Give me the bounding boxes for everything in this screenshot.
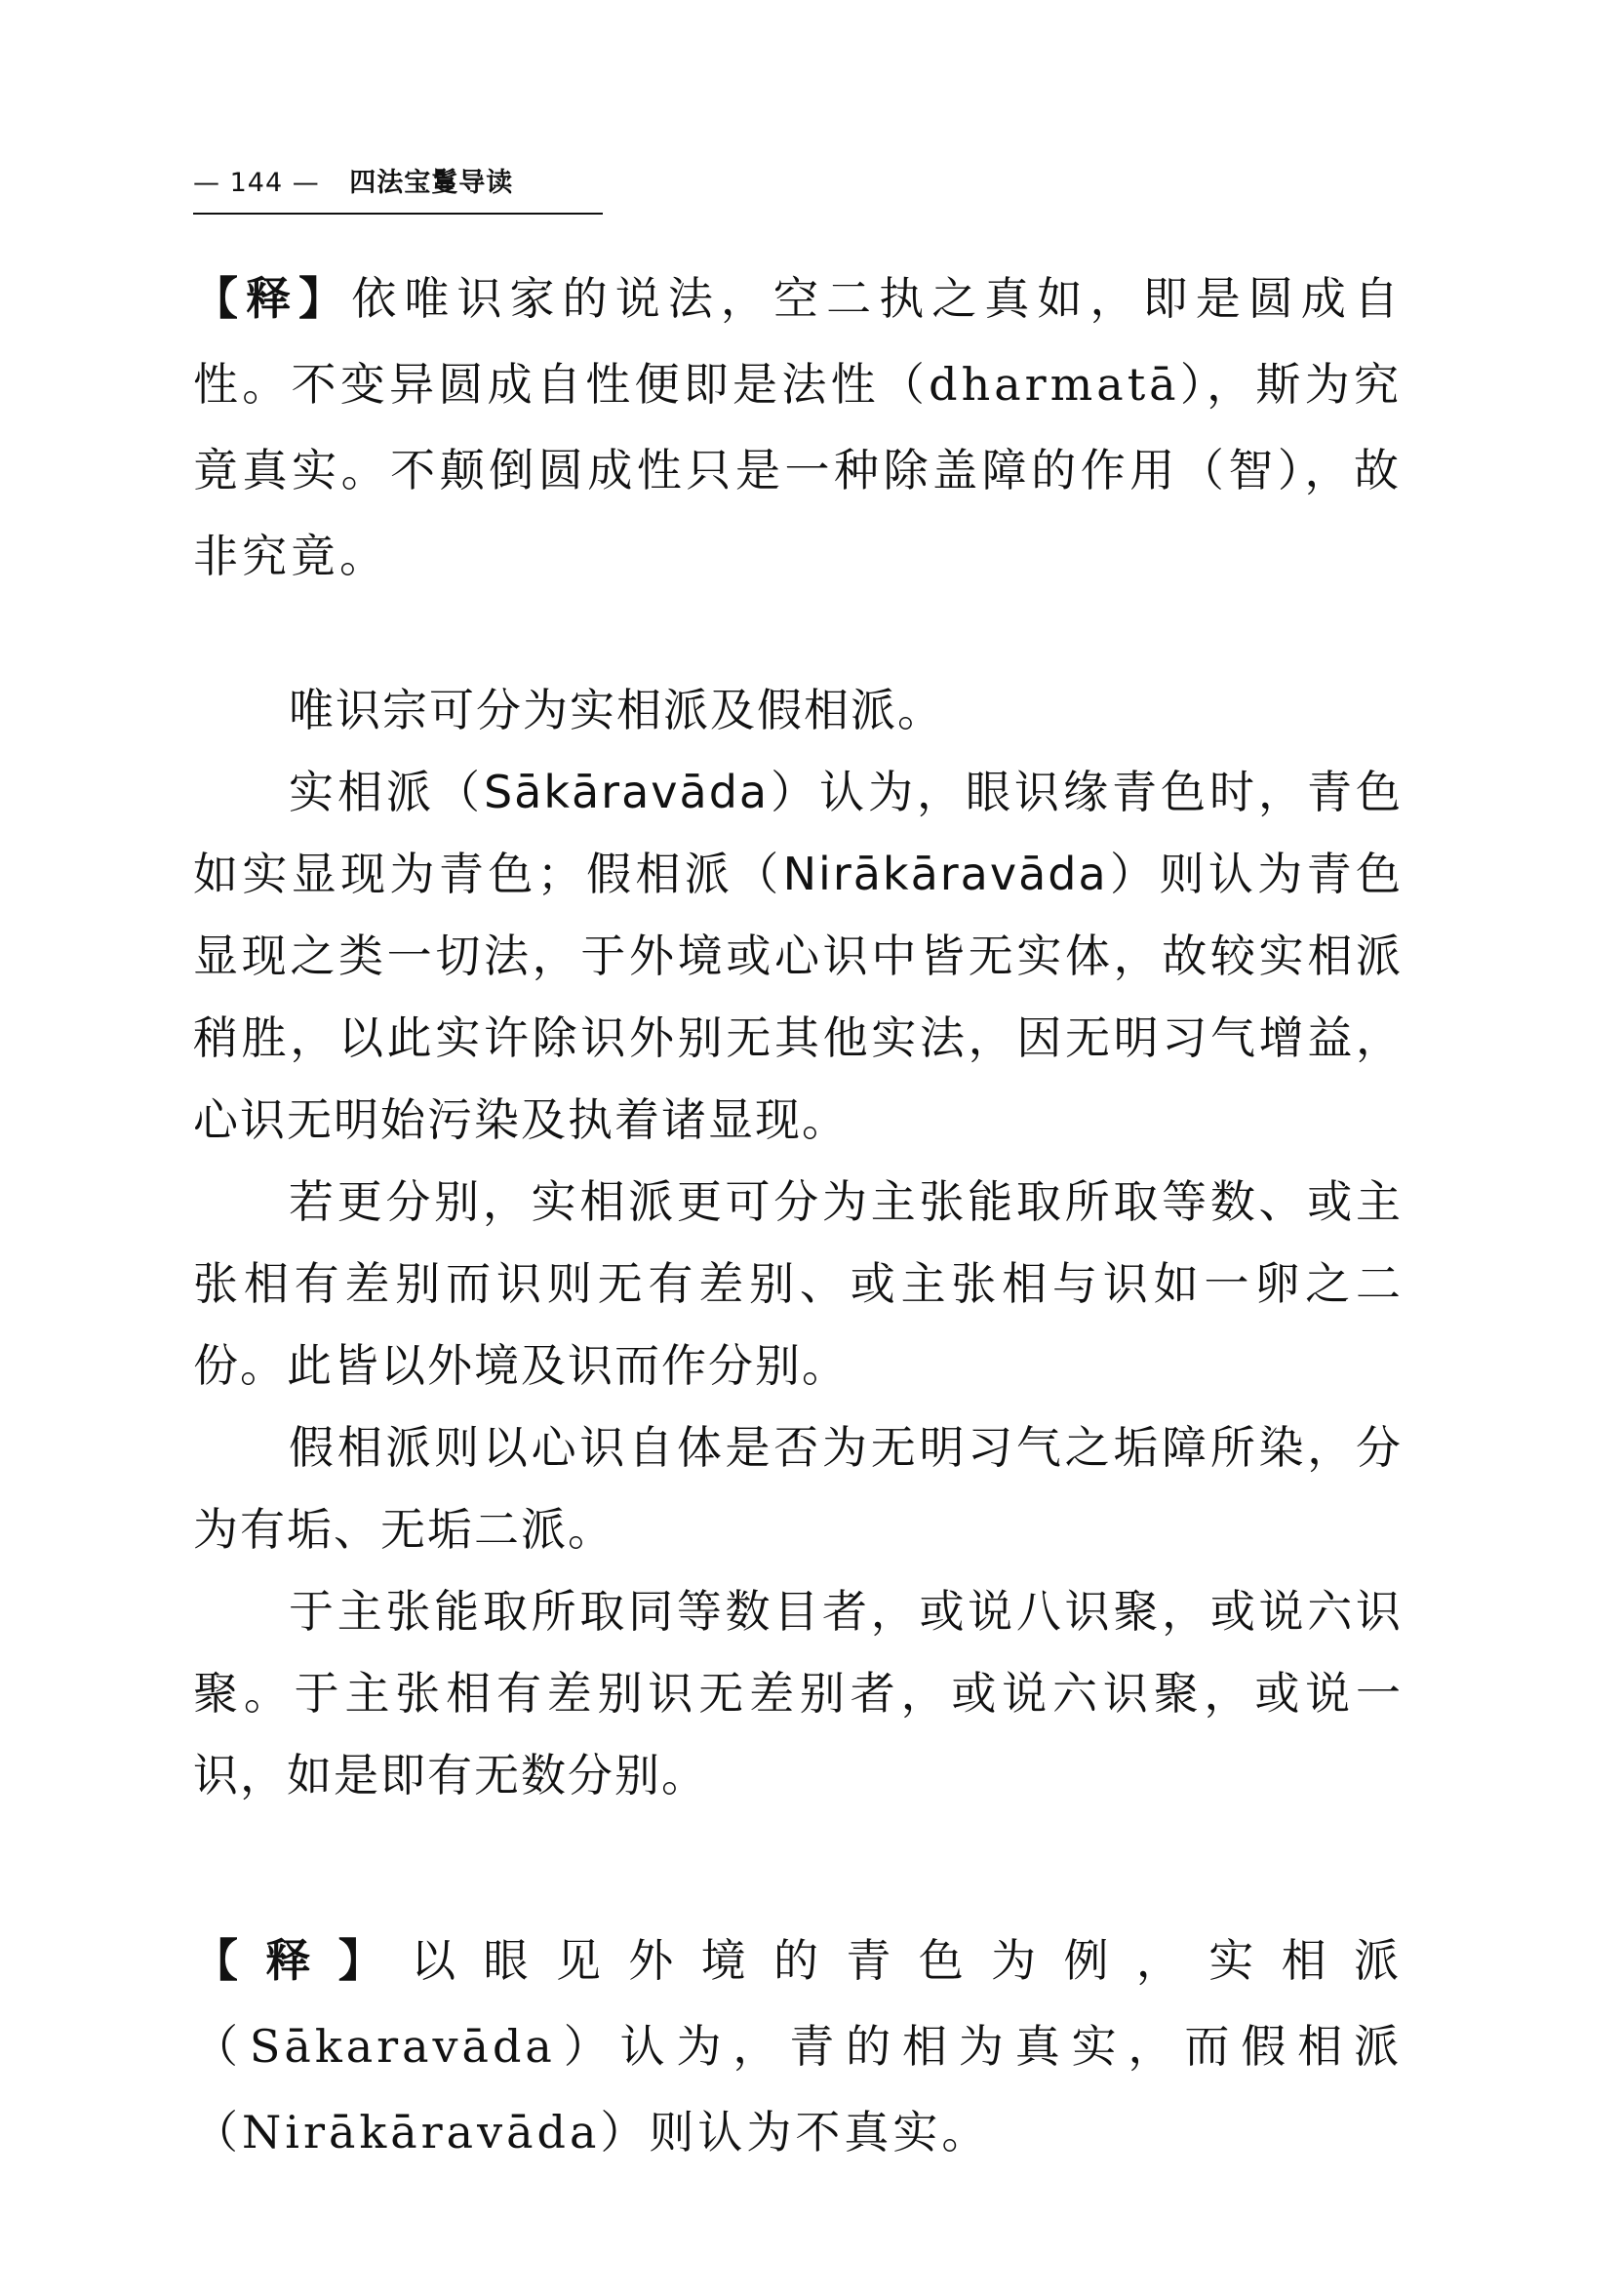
commentary-paragraph-2 (193, 1918, 1403, 2175)
body-paragraph-1: 唯识宗可分为实相派及假相派。 (289, 684, 944, 736)
body-paragraph-2: 实相派（Sākāravāda）认为，眼识缘青色时，青色如实显现为青色；假相派（Nirākāravāda）则认为青色显现之类一切法，于外境或心识中皆无实体，故较实相派稍胜，以此实许除识外别无其他实法，因无明习气增益，心识无明始污染及执着诸显现。 (193, 766, 1403, 1146)
commentary-text: 以眼见外境的青色为例，实相派（Sākaravāda）认为，青的相为真实，而假相派（Nirākāravāda）则认为不真实。 (193, 1934, 1403, 2158)
commentary-tag: 【释】 (193, 1934, 412, 1987)
body-paragraph-5: 于主张能取所取同等数目者，或说八识聚，或说六识聚。于主张相有差别识无差别者，或说六识聚，或说一识，如是即有无数分别。 (193, 1585, 1403, 1801)
body-paragraph-4: 假相派则以心识自体是否为无明习气之垢障所染，分为有垢、无垢二派。 (193, 1421, 1403, 1556)
running-title: 四法宝鬘导读 (349, 168, 514, 198)
commentary-text: 依唯识家的说法，空二执之真如，即是圆成自性。不变异圆成自性便即是法性（dharmatā），斯为究竟真实。不颠倒圆成性只是一种除盖障的作用（智），故非究竟。 (193, 272, 1404, 582)
commentary-paragraph-1 (193, 256, 1403, 599)
commentary-tag: 【释】 (193, 272, 352, 325)
page-header (193, 164, 603, 215)
page-number: — 144 — (193, 168, 320, 198)
body-paragraph-3: 若更分别，实相派更可分为主张能取所取等数、或主张相有差别而识则无有差别、或主张相与识如一卵之二份。此皆以外境及识而作分别。 (193, 1175, 1403, 1392)
